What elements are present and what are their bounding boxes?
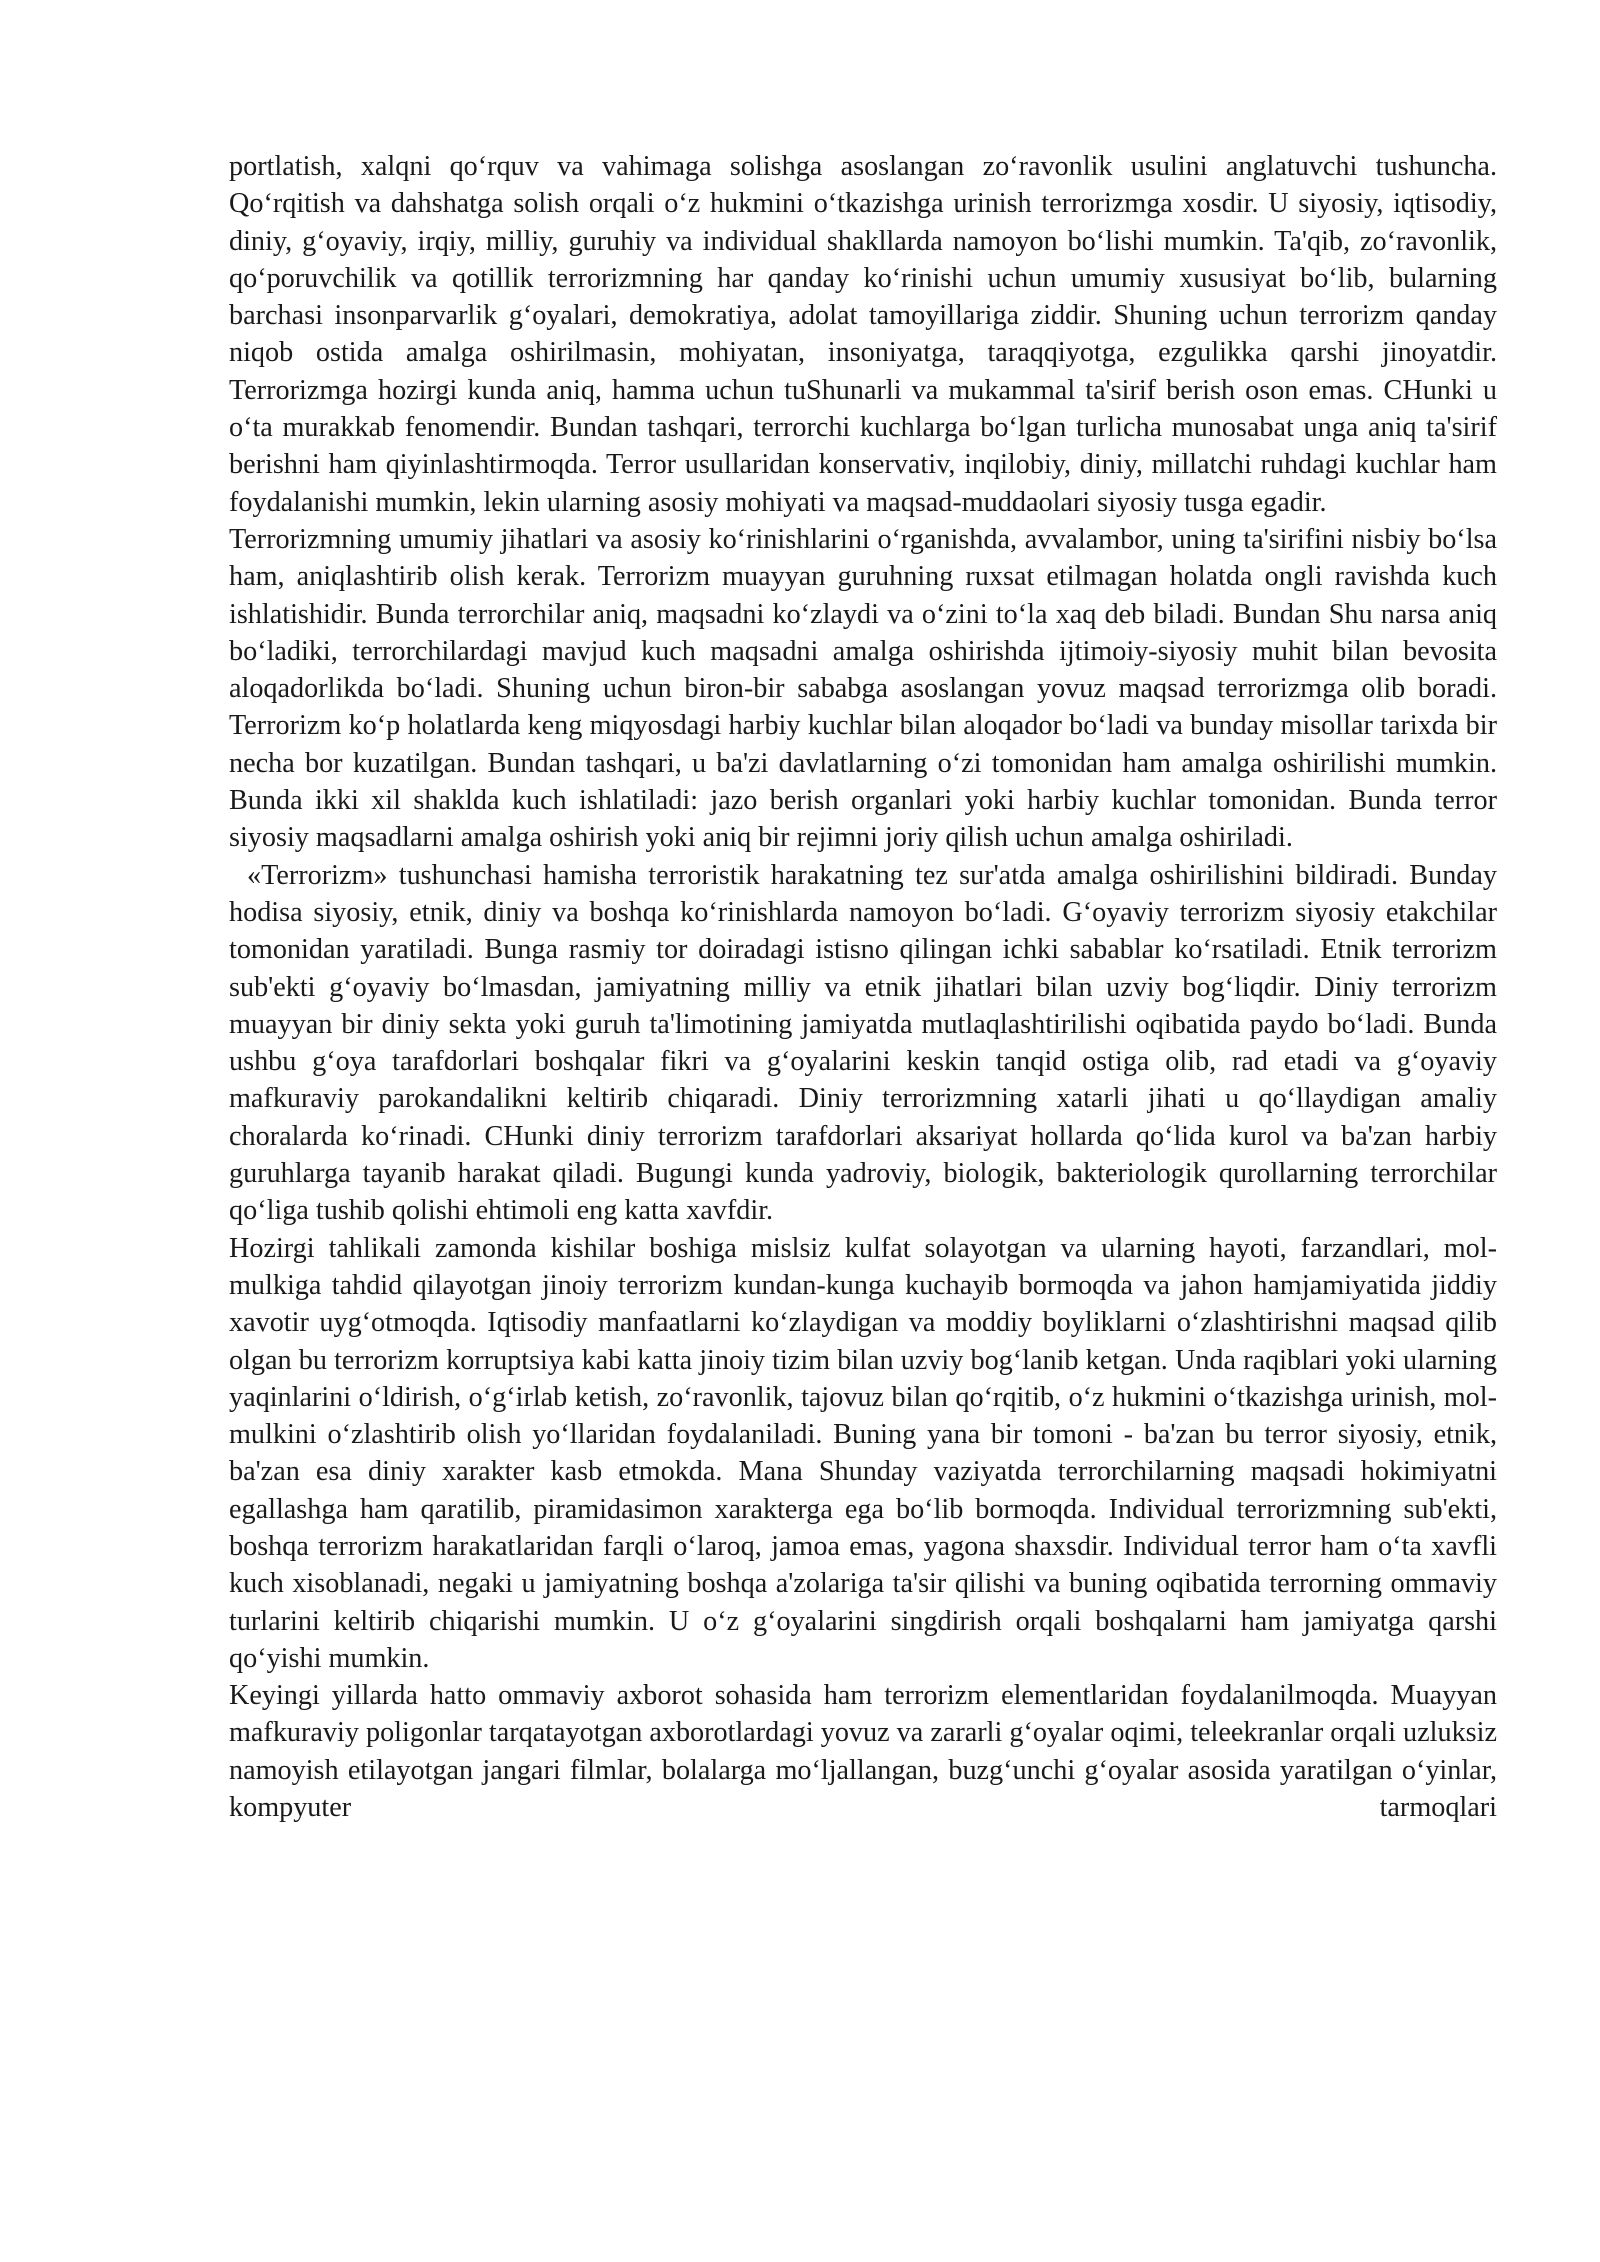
paragraph-terrorism-general-aspects: Terrorizmning umumiy jihatlari va asosiy ko‘rinishlarini o‘rganishda, avvalambor, uning ta'sirifini nisbiy bo‘lsa ham, aniqlashtirib olish kerak. Terrorizm muayyan guruhning ruxsat etilmagan holatda ongli ravishda kuch ishlatishidir. Bunda terrorchilar aniq, maqsadni ko‘zlaydi va o‘zini to‘la xaq deb biladi. Bundan Shu narsa aniq bo‘ladiki, terrorchilardagi mavjud kuch maqsadni amalga oshirishda ijtimoiy-siyosiy muhit bilan bevosita aloqadorlikda bo‘ladi. Shuning uchun biron-bir sababga asoslangan yovuz maqsad terrorizmga olib boradi. Terrorizm ko‘p holatlarda keng miqyosdagi harbiy kuchlar bilan aloqador bo‘ladi va bunday misollar tarixda bir necha bor kuzatilgan. Bundan tashqari, u ba'zi davlatlarning o‘zi tomonidan ham amalga oshirilishi mumkin. Bunda ikki xil shaklda kuch ishlatiladi: jazo berish organlari yoki harbiy kuchlar tomonidan. Bunda terror siyosiy maqsadlarni amalga oshirish yoki aniq bir rejimni joriy qilish uchun amalga oshiriladi.	[229, 523, 1497, 854]
paragraph-media-terrorism: Keyingi yillarda hatto ommaviy axborot sohasida ham terrorizm elementlaridan foydalanilmoqda. Muayyan mafkuraviy poligonlar tarqatayotgan axborotlardagi yovuz va zararli g‘oyalar oqimi, teleekranlar orqali uzluksiz namoyish etilayotgan jangari filmlar, bolalarga mo‘ljallangan, buzg‘unchi g‘oyalar asosida yaratilgan o‘yinlar, kompyuter tarmoqlari	[229, 1680, 1497, 1824]
paragraph-terrorism-definition: portlatish, xalqni qo‘rquv va vahimaga solishga asoslangan zo‘ravonlik usulini anglatuvchi tushuncha. Qo‘rqitish va dahshatga solish orqali o‘z hukmini o‘tkazishga urinish terrorizmga xosdir. U siyosiy, iqtisodiy, diniy, g‘oyaviy, irqiy, milliy, guruhiy va individual shakllarda namoyon bo‘lishi mumkin. Ta'qib, zo‘ravonlik, qo‘poruvchilik va qotillik terrorizmning har qanday ko‘rinishi uchun umumiy xususiyat bo‘lib, bularning barchasi insonparvarlik g‘oyalari, demokratiya, adolat tamoyillariga ziddir. Shuning uchun terrorizm qanday niqob ostida amalga oshirilmasin, mohiyatan, insoniyatga, taraqqiyotga, ezgulikka qarshi jinoyatdir. Terrorizmga hozirgi kunda aniq, hamma uchun tuShunarli va mukammal ta'sirif berish oson emas. CHunki u o‘ta murakkab fenomendir. Bundan tashqari, terrorchi kuchlarga bo‘lgan turlicha munosabat unga aniq ta'sirif berishni ham qiyinlashtirmoqda. Terror usullaridan konservativ, inqilobiy, diniy, millatchi ruhdagi kuchlar ham foydalanishi mumkin, lekin ularning asosiy mohiyati va maqsad-muddaolari siyosiy tusga egadir.	[229, 151, 1497, 518]
document-page	[229, 148, 1497, 1826]
paragraph-terrorism-concept-types: «Terrorizm» tushunchasi hamisha terroristik harakatning tez sur'atda amalga oshirilishini bildiradi. Bunday hodisa siyosiy, etnik, diniy va boshqa ko‘rinishlarda namoyon bo‘ladi. G‘oyaviy terrorizm siyosiy etakchilar tomonidan yaratiladi. Bunga rasmiy tor doiradagi istisno qilingan ichki sabablar ko‘rsatiladi. Etnik terrorizm sub'ekti g‘oyaviy bo‘lmasdan, jamiyatning milliy va etnik jihatlari bilan uzviy bog‘liqdir. Diniy terrorizm muayyan bir diniy sekta yoki guruh ta'limotining jamiyatda mutlaqlashtirilishi oqibatida paydo bo‘ladi. Bunda ushbu g‘oya tarafdorlari boshqalar fikri va g‘oyalarini keskin tanqid ostiga olib, rad etadi va g‘oyaviy mafkuraviy parokandalikni keltirib chiqaradi. Diniy terrorizmning xatarli jihati u qo‘llaydigan amaliy choralarda ko‘rinadi. CHunki diniy terrorizm tarafdorlari aksariyat hollarda qo‘lida kurol va ba'zan harbiy guruhlarga tayanib harakat qiladi. Bugungi kunda yadroviy, biologik, bakteriologik qurollarning terrorchilar qo‘liga tushib qolishi ehtimoli eng katta xavfdir.	[229, 859, 1497, 1227]
paragraph-criminal-terrorism: Hozirgi tahlikali zamonda kishilar boshiga mislsiz kulfat solayotgan va ularning hayoti, farzandlari, mol-mulkiga tahdid qilayotgan jinoiy terrorizm kundan-kunga kuchayib bormoqda va jahon hamjamiyatida jiddiy xavotir uyg‘otmoqda. Iqtisodiy manfaatlarni ko‘zlaydigan va moddiy boyliklarni o‘zlashtirishni maqsad qilib olgan bu terrorizm korruptsiya kabi katta jinoiy tizim bilan uzviy bog‘lanib ketgan. Unda raqiblari yoki ularning yaqinlarini o‘ldirish, o‘g‘irlab ketish, zo‘ravonlik, tajovuz bilan qo‘rqitib, o‘z hukmini o‘tkazishga urinish, mol-mulkini o‘zlashtirib olish yo‘llaridan foydalaniladi. Buning yana bir tomoni - ba'zan bu terror siyosiy, etnik, ba'zan esa diniy xarakter kasb etmokda. Mana Shunday vaziyatda terrorchilarning maqsadi hokimiyatni egallashga ham qaratilib, piramidasimon xarakterga ega bo‘lib bormoqda. Individual terrorizmning sub'ekti, boshqa terrorizm harakatlaridan farqli o‘laroq, jamoa emas, yagona shaxsdir. Individual terror ham o‘ta xavfli kuch xisoblanadi, negaki u jamiyatning boshqa a'zolariga ta'sir qilishi va buning oqibatida terrorning ommaviy turlarini keltirib chiqarishi mumkin. U o‘z g‘oyalarini singdirish orqali boshqalarni ham jamiyatga qarshi qo‘yishi mumkin.	[229, 1232, 1497, 1674]
